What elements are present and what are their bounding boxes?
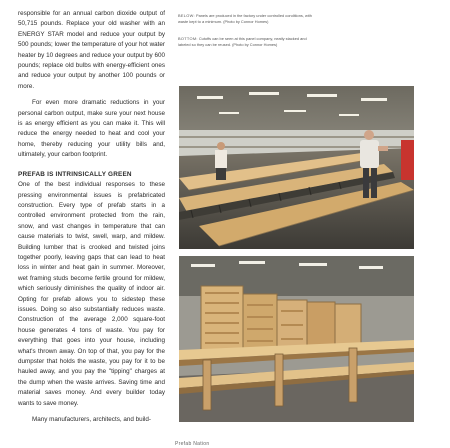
caption-bottom [178, 36, 318, 48]
body-text-column [18, 9, 165, 425]
caption-below [178, 13, 318, 25]
caption-below-lead: BELOW: [178, 13, 195, 18]
page-cut-top: · · · [186, 0, 194, 3]
page-folio: Prefab Nation [175, 441, 210, 447]
paragraph-continued: Many manufacturers, architects, and build- [32, 416, 151, 424]
caption-bottom-lead: BOTTOM: [178, 36, 198, 41]
caption-below-text: Panels are produced in the factory under controlled conditions, with waste kept to a minimum. (Photo by Connor Homes) [178, 13, 312, 25]
paragraph-carbon-output: responsible for an annual carbon dioxide output of 50,715 pounds. Replace your old washer with an ENERGY STAR model and reduce your output by 500 pounds; lower the temperature of your hot water heater by 10 degrees and reduce your output by 600 pounds; replace old bulbs with energy-efficient ones and reduce your output by another 100 pounds or more. [18, 10, 165, 90]
paragraph-energy-efficient-house: For even more dramatic reductions in your personal carbon output, make sure your next house is as energy efficient as you can make it. This will reduce the energy needed to heat and cool your home, thereby reducing your utility bills and, ultimately, your carbon footprint. [18, 99, 165, 159]
stacked-lumber-cutoffs-photo [179, 256, 414, 422]
caption-bottom-text: Cutoffs can be seen at this panel company, neatly stacked and labeled so they can be reused. (Photo by Connor Homes) [178, 36, 307, 48]
section-heading: PREFAB IS INTRINSICALLY GREEN [18, 170, 132, 178]
paragraph-prefab-green: One of the best individual responses to these pressing environmental issues is prefabricated construction. Every type of prefab starts in a controlled environment protected from the rain, snow, and vast changes in temperature that can cause materials to twist, swell, warp, and mildew. Building lumber that is crooked and twisted joins together poorly, leaving gaps that can lead to heat loss in winter and heat gain in summer. Moreover, wet framing studs become fertile ground for mildew, which seriously diminishes the quality of indoor air. Opting for prefab allows you to sidestep these issues. Doing so also substantially reduces waste. Construction of the average 2,000 square-foot house generates 4 tons of waste. You pay for everything that goes into your house, including what's thrown away. On top of that, you pay for the dumpster that holds the waste, you pay for it to be hauled away, and you pay the "tipping" charges at the dump when the waste arrives. Saving time and material saves money. And every builder today wants to save money. [18, 181, 165, 407]
factory-panel-assembly-photo [179, 86, 414, 249]
